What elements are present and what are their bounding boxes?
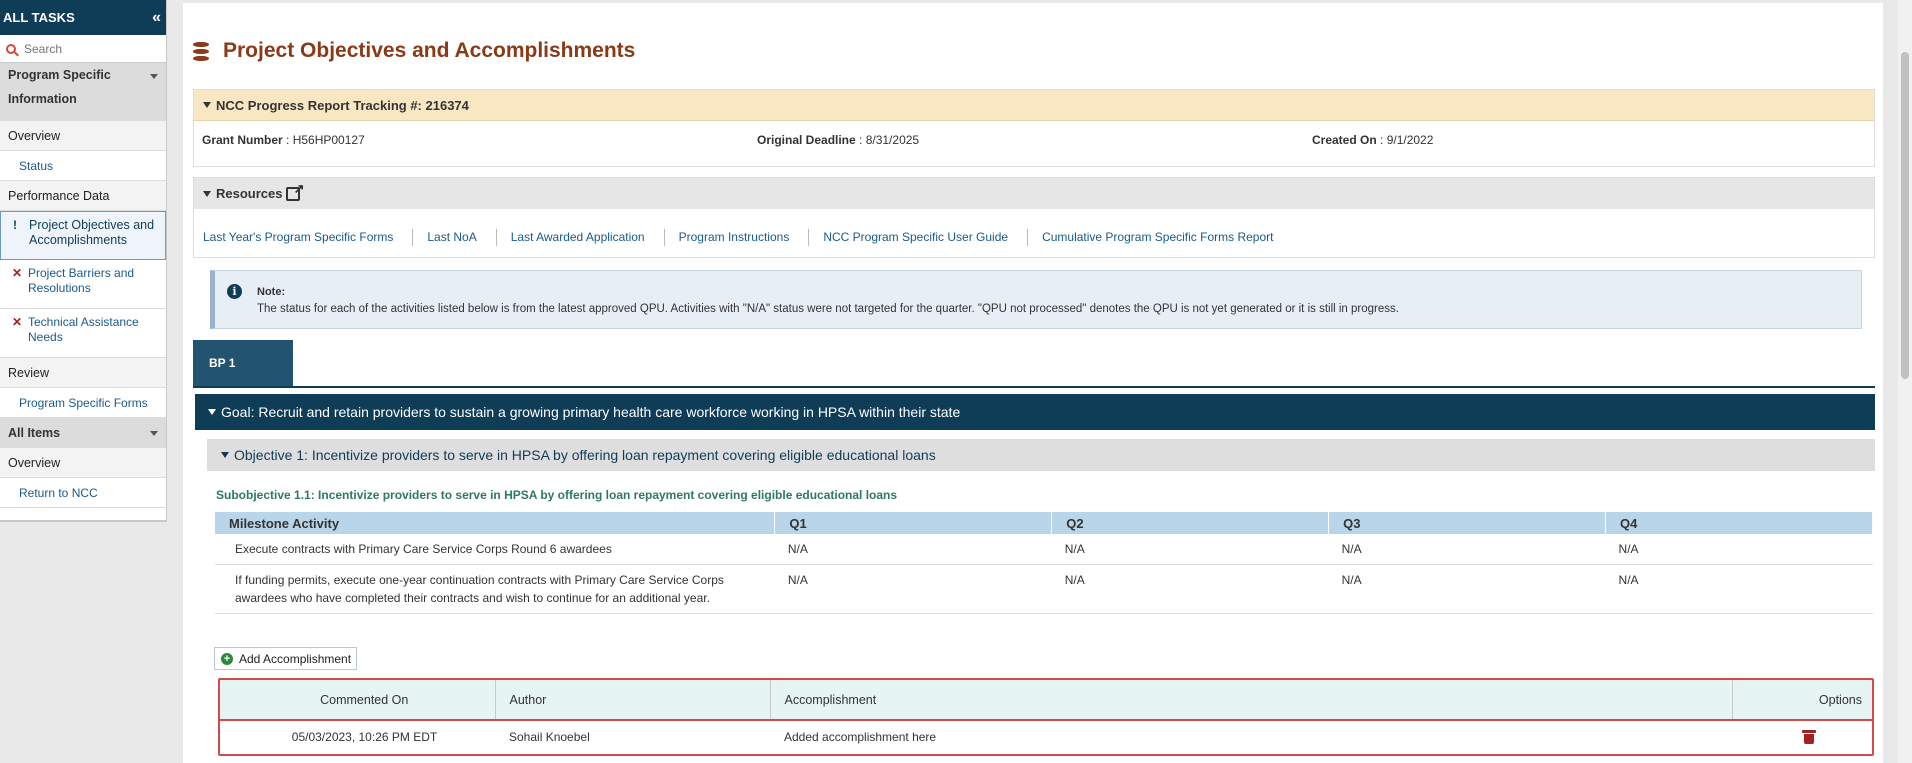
accomplishment-options (1732, 720, 1872, 752)
milestone-q3: N/A (1329, 534, 1606, 565)
col-author[interactable]: Author (495, 680, 770, 720)
milestone-q4: N/A (1606, 565, 1873, 614)
tracking-title: NCC Progress Report Tracking #: 216374 (216, 97, 469, 113)
goal-header[interactable] (195, 394, 1875, 430)
milestone-col-q2: Q2 (1052, 512, 1329, 534)
col-commented-on[interactable]: Commented On (220, 680, 495, 720)
page-title (193, 39, 635, 63)
milestone-q1: N/A (775, 565, 1052, 614)
resources-panel-header[interactable] (194, 178, 1874, 209)
sidebar-section-label: All Items (8, 426, 61, 440)
sidebar-link-return-ncc[interactable]: Return to NCC (0, 478, 166, 508)
chevron-down-icon[interactable] (150, 74, 158, 79)
sidebar-item-technical-assistance[interactable] (0, 309, 166, 358)
chevron-down-icon[interactable] (150, 431, 158, 436)
info-icon: i (227, 284, 242, 299)
table-row (215, 534, 1873, 565)
table-row (220, 720, 1872, 752)
note-title: Note: (257, 286, 286, 298)
milestone-col-activity: Milestone Activity (215, 512, 775, 534)
database-icon (193, 42, 209, 61)
objective-text: Objective 1: Incentivize providers to serve in HPSA by offering loan repayment covering eligible educational loans (234, 447, 936, 463)
accomplishment-author: Sohail Knoebel (509, 729, 590, 744)
milestone-q4: N/A (1606, 534, 1873, 565)
tracking-panel-header[interactable] (194, 90, 1874, 121)
grant-number-label: Grant Number (202, 133, 283, 147)
plus-circle-icon: + (221, 653, 233, 665)
tracking-details (194, 121, 1874, 147)
error-x-icon: ✕ (12, 315, 23, 329)
accomplishment-date: 05/03/2023, 10:26 PM EDT (291, 729, 438, 744)
sidebar-search-input[interactable] (24, 42, 154, 56)
external-link-icon[interactable] (286, 187, 300, 201)
accomplishment-text: Added accomplishment here (784, 729, 937, 744)
sidebar-group-review: Review (0, 358, 166, 388)
caret-down-icon (221, 452, 229, 458)
resource-link-last-year-forms[interactable]: Last Year's Program Specific Forms (203, 229, 413, 246)
milestone-header-row (215, 512, 1873, 534)
note-box (210, 270, 1862, 329)
original-deadline-value: : 8/31/2025 (855, 133, 920, 147)
sidebar-group-overview: Overview (0, 121, 166, 151)
sidebar-link-status[interactable]: Status (0, 151, 166, 181)
sidebar-item-label: Project Objectives and Accomplishments (29, 218, 155, 247)
accomplishments-header-row (220, 680, 1872, 720)
created-on-value: : 9/1/2022 (1376, 133, 1434, 147)
original-deadline-label: Original Deadline (757, 133, 856, 147)
sidebar-item-project-barriers[interactable] (0, 260, 166, 309)
main-content (183, 3, 1883, 763)
tab-bp1[interactable]: BP 1 (193, 340, 293, 386)
milestone-q2: N/A (1052, 534, 1329, 565)
sidebar-group-performance-data: Performance Data (0, 181, 166, 211)
milestone-q1: N/A (775, 534, 1052, 565)
add-accomplishment-button[interactable] (214, 647, 357, 670)
budget-period-tabs (193, 340, 1875, 388)
resource-link-user-guide[interactable]: NCC Program Specific User Guide (823, 229, 1028, 246)
note-text: The status for each of the activities listed below is from the latest approved QPU. Activities with "N/A" status were not targeted for the quarter. "QPU not processed" denotes the QPU is not yet generated or it is still in progress. (257, 303, 1399, 315)
search-icon (6, 44, 16, 54)
page-scrollbar[interactable] (1898, 0, 1912, 763)
sidebar-item-label: Technical Assistance Needs (28, 315, 139, 344)
grant-number (202, 133, 757, 147)
accomplishments-table-wrapper (218, 678, 1874, 756)
subobjective-title: Subobjective 1.1: Incentivize providers to serve in HPSA by offering loan repayment covering eligible educational loans (216, 488, 898, 502)
original-deadline (757, 133, 1312, 147)
grant-number-value: : H56HP00127 (282, 133, 365, 147)
sidebar-section-label: Program Specific (8, 68, 111, 82)
tracking-panel (193, 89, 1875, 167)
milestone-col-q3: Q3 (1329, 512, 1606, 534)
resource-link-last-noa[interactable]: Last NoA (427, 229, 496, 246)
goal-text: Goal: Recruit and retain providers to sustain a growing primary health care workforce working in HPSA within their state (221, 404, 961, 420)
caret-down-icon (203, 191, 211, 197)
scrollbar-thumb[interactable] (1901, 52, 1909, 379)
sidebar-search[interactable] (0, 35, 166, 63)
resource-link-cumulative-report[interactable]: Cumulative Program Specific Forms Report (1042, 230, 1274, 244)
milestone-col-q1: Q1 (775, 512, 1052, 534)
milestone-q3: N/A (1329, 565, 1606, 614)
created-on-label: Created On (1312, 133, 1377, 147)
accomplishments-table (220, 680, 1872, 752)
sidebar-link-program-specific-forms[interactable]: Program Specific Forms (0, 388, 166, 418)
sidebar-item-project-objectives[interactable] (0, 211, 166, 260)
created-on (1312, 133, 1867, 147)
sidebar (0, 0, 167, 522)
col-accomplishment[interactable]: Accomplishment (770, 680, 1732, 720)
trash-icon[interactable] (1803, 730, 1815, 744)
resources-links (194, 209, 1874, 246)
objective-header[interactable] (207, 439, 1875, 471)
resources-panel (193, 177, 1875, 258)
milestone-col-q4: Q4 (1606, 512, 1873, 534)
sidebar-title: ALL TASKS (3, 10, 75, 25)
collapse-sidebar-icon[interactable]: « (152, 8, 161, 26)
col-options: Options (1732, 680, 1872, 720)
add-accomplishment-label: Add Accomplishment (239, 651, 352, 666)
resource-link-last-awarded-application[interactable]: Last Awarded Application (511, 229, 665, 246)
sidebar-group-overview-2: Overview (0, 448, 166, 478)
sidebar-section-label-2: Information (8, 92, 77, 106)
milestone-q2: N/A (1052, 565, 1329, 614)
page-title-text: Project Objectives and Accomplishments (223, 39, 636, 62)
milestone-activity: Execute contracts with Primary Care Service Corps Round 6 awardees (215, 534, 775, 565)
error-x-icon: ✕ (12, 266, 23, 280)
sidebar-section-program-specific[interactable] (0, 63, 166, 121)
sidebar-section-all-items[interactable] (0, 418, 166, 448)
sidebar-item-label: Project Barriers and Resolutions (28, 266, 135, 295)
sidebar-header (0, 0, 166, 35)
resources-title: Resources (216, 186, 283, 201)
exclamation-icon: ! (13, 218, 17, 232)
milestone-activity: If funding permits, execute one-year continuation contracts with Primary Care Service Corps awardees who have completed their contracts and wish to continue for an additional year. (215, 565, 775, 614)
caret-down-icon (203, 102, 211, 108)
caret-down-icon (208, 409, 216, 415)
table-row (215, 565, 1873, 614)
resource-link-program-instructions[interactable]: Program Instructions (679, 229, 810, 246)
milestone-table (215, 512, 1873, 614)
